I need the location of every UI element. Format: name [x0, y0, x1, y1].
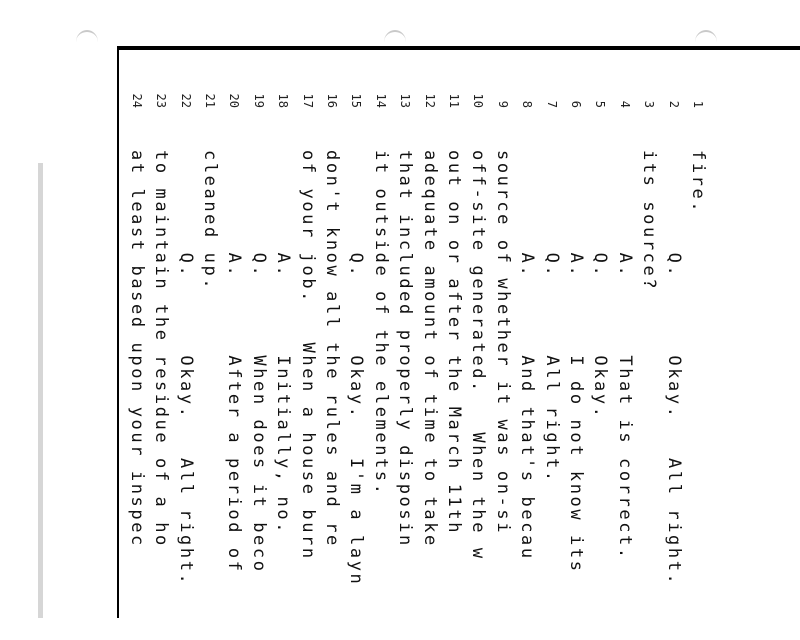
transcript-line [222, 80, 246, 640]
scan-shadow-bar [38, 163, 43, 618]
line-number: 11 [447, 93, 461, 108]
line-number: 18 [276, 93, 291, 108]
line-text: A. Initially, no. [273, 150, 294, 536]
transcript-line [368, 80, 392, 640]
line-number: 16 [325, 93, 339, 108]
line-text: source of whether it was on-si [492, 150, 513, 536]
transcript-line [466, 80, 490, 640]
line-number: 10 [471, 93, 486, 108]
line-text: A. And that's becau [517, 150, 538, 561]
line-number: 13 [398, 93, 413, 108]
transcript-line [515, 80, 539, 640]
line-text: Q. Okay. [590, 150, 611, 420]
line-number: 3 [642, 100, 657, 108]
transcript-line [173, 80, 197, 640]
line-number: 23 [154, 93, 169, 108]
page-border-left [117, 46, 119, 618]
transcript-line [661, 80, 685, 640]
line-text: A. That is correct. [614, 150, 635, 561]
transcript-line [295, 80, 319, 640]
line-number: 9 [495, 100, 510, 108]
line-text: off-site generated. When the w [468, 150, 489, 561]
line-text: fire. [688, 150, 708, 215]
line-text: Q. All right. [541, 150, 562, 484]
transcript-line [539, 80, 563, 640]
line-text: adequate amount of time to take [419, 150, 440, 548]
line-number: 1 [691, 100, 705, 108]
line-number: 21 [203, 93, 217, 108]
transcript-line [344, 80, 368, 640]
line-number: 8 [520, 100, 535, 108]
line-number: 5 [593, 100, 608, 108]
line-number: 24 [129, 93, 144, 108]
transcript-line [417, 80, 441, 640]
transcript-line [124, 80, 148, 640]
line-text: Q. Okay. All right. [175, 150, 196, 587]
transcript-line [490, 80, 514, 640]
line-text: of your job. When a house burn [297, 150, 318, 561]
line-number: 12 [422, 93, 437, 108]
line-number: 14 [373, 93, 388, 108]
transcript-line [149, 80, 173, 640]
line-number: 20 [227, 93, 242, 108]
transcript-line [686, 80, 710, 640]
line-text: A. After a period of [224, 150, 245, 574]
line-text: Q. Okay. I'm a layn [346, 150, 367, 587]
line-text: that included properly disposin [395, 150, 416, 548]
line-text: Q. Okay. All right. [663, 150, 684, 587]
transcript-line [637, 80, 661, 640]
line-number: 6 [569, 100, 583, 108]
line-text: out on or after the March 11th [444, 150, 464, 536]
line-number: 19 [251, 93, 266, 108]
line-text: its source? [639, 150, 660, 292]
line-number: 4 [617, 100, 632, 108]
line-text: Q. When does it beco [248, 150, 269, 574]
punch-hole-middle [384, 30, 406, 54]
line-number: 2 [666, 100, 681, 108]
punch-hole-left [76, 30, 98, 54]
transcript-page [126, 80, 710, 640]
transcript-line [393, 80, 417, 640]
line-text: cleaned up. [200, 150, 220, 292]
line-number: 22 [178, 93, 193, 108]
line-text: at least based upon your inspec [126, 150, 147, 548]
transcript-line [271, 80, 295, 640]
line-text: to maintain the residue of a ho [151, 150, 172, 548]
transcript-line [588, 80, 612, 640]
transcript-line [246, 80, 270, 640]
line-number: 17 [300, 93, 315, 108]
transcript-line [612, 80, 636, 640]
line-number: 7 [544, 100, 559, 108]
punch-hole-right [695, 30, 717, 54]
transcript-line [442, 80, 466, 640]
page-border-top [117, 46, 800, 50]
line-text: don't know all the rules and re [322, 150, 342, 548]
transcript-line [320, 80, 344, 640]
transcript-line [198, 80, 222, 640]
transcript-line [564, 80, 588, 640]
line-text: it outside of the elements. [370, 150, 391, 497]
line-text: A. I do not know its [566, 150, 586, 574]
line-number: 15 [349, 93, 364, 108]
